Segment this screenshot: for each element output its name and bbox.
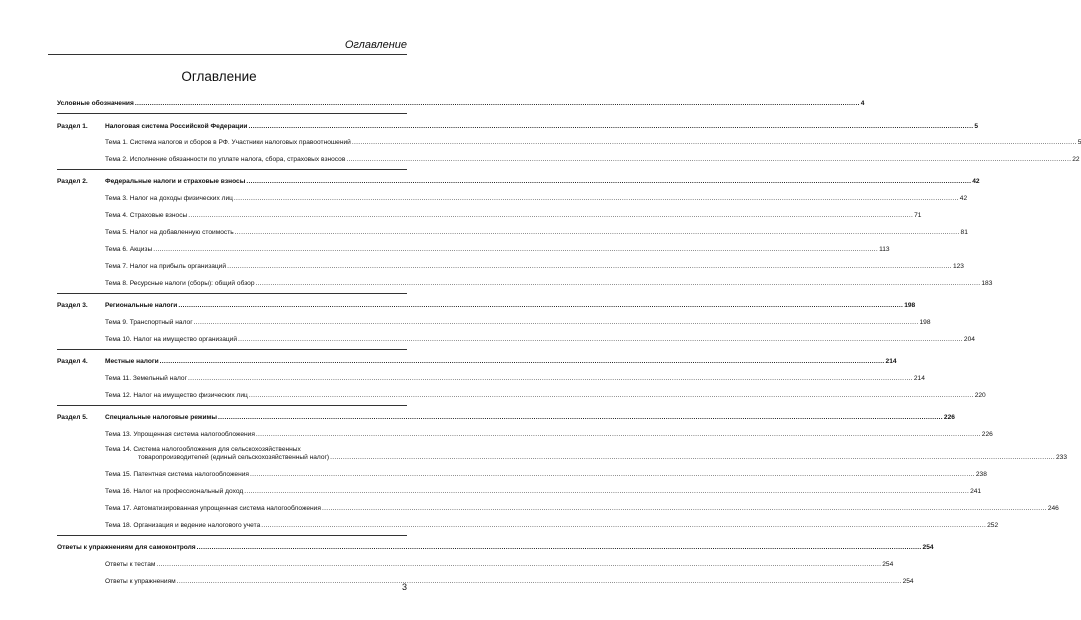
topic-page: 204 — [963, 336, 975, 343]
topic-page: 214 — [913, 375, 925, 382]
leader-dots — [256, 431, 981, 439]
toc-entry — [105, 178, 980, 186]
toc-topic[interactable] — [105, 139, 1081, 147]
section-page: 226 — [943, 414, 955, 421]
topic-page: 254 — [882, 561, 894, 569]
topic-page: 233 — [1056, 454, 1068, 462]
section-title: Местные налоги — [105, 358, 159, 365]
toc-topic[interactable] — [105, 229, 968, 237]
leader-dots — [197, 544, 922, 552]
topic-label: Тема 5. Налог на добавленную стоимость — [105, 229, 234, 236]
section-divider — [57, 349, 407, 350]
toc-entry-label: Условные обозначения — [57, 100, 134, 107]
toc-entry — [105, 302, 915, 310]
toc-topic[interactable] — [105, 212, 922, 220]
section-title: Налоговая система Российской Федерации — [105, 123, 248, 130]
running-header — [48, 38, 407, 55]
leader-dots — [135, 100, 860, 108]
topic-page: 113 — [879, 246, 890, 253]
topic-page: 246 — [1047, 505, 1059, 513]
toc-topic[interactable] — [105, 392, 986, 400]
toc-topic[interactable] — [105, 471, 987, 479]
leader-dots — [177, 578, 902, 586]
topic-label: Тема 4. Страховые взносы — [105, 212, 188, 219]
topic-label: Тема 12. Налог на имущество физических лиц — [105, 392, 248, 399]
section-page: 42 — [972, 178, 980, 185]
topic-label: Тема 18. Организация и ведение налогового учета — [105, 522, 261, 530]
toc-topic[interactable] — [105, 156, 1080, 164]
section-page: 5 — [974, 123, 979, 130]
topic-label: Тема 14. Система налогообложения для сельскохозяйственных — [105, 446, 301, 453]
section-divider — [57, 169, 407, 170]
topic-page: 238 — [975, 471, 987, 479]
toc-entry — [105, 123, 978, 131]
toc-topic[interactable] — [105, 336, 975, 344]
toc-topic[interactable] — [105, 280, 993, 288]
leader-dots — [249, 392, 974, 400]
leader-dots — [330, 454, 1055, 462]
toc-entry — [105, 358, 897, 366]
table-of-contents — [57, 96, 1081, 586]
leader-dots — [235, 229, 960, 237]
topic-page: 183 — [981, 280, 993, 287]
leader-dots — [234, 195, 959, 203]
section-title: Региональные налоги — [105, 302, 178, 309]
toc-topic[interactable] — [105, 431, 993, 439]
topic-label: Тема 2. Исполнение обязанности по уплате налога, сбора, страховых взносов — [105, 156, 346, 163]
toc-topic[interactable] — [105, 195, 968, 203]
topic-label: Тема 17. Автоматизированная упрощенная система налогообложения — [105, 505, 321, 513]
topic-page: 5 — [1077, 139, 1081, 146]
page-title: Оглавление — [181, 69, 257, 84]
leader-dots — [153, 246, 878, 254]
topic-label: Тема 13. Упрощенная система налогообложения — [105, 431, 255, 438]
leader-dots — [156, 561, 881, 569]
leader-dots — [188, 375, 913, 383]
section-divider — [57, 113, 407, 114]
section-number: Раздел 1. — [57, 123, 88, 130]
leader-dots — [160, 358, 885, 366]
toc-topic[interactable] — [105, 246, 890, 254]
leader-dots — [188, 212, 913, 220]
topic-page: 226 — [981, 431, 993, 438]
leader-dots — [227, 263, 952, 271]
topic-label-line2: товаропроизводителей (единый сельскохозяйственный налог) — [138, 454, 330, 462]
toc-entry-label: Ответы к упражнениям для самоконтроля — [57, 544, 196, 552]
section-number: Раздел 3. — [57, 302, 88, 309]
topic-label: Тема 15. Патентная система налогообложения — [105, 471, 249, 479]
leader-dots — [248, 123, 973, 131]
leader-dots — [256, 280, 981, 288]
toc-entry-page: 4 — [860, 100, 865, 107]
topic-label: Тема 10. Налог на имущество организаций — [105, 336, 238, 343]
toc-entry-answers[interactable] — [57, 544, 934, 552]
leader-dots — [322, 505, 1047, 513]
section-number: Раздел 4. — [57, 358, 88, 365]
toc-topic[interactable] — [105, 522, 999, 530]
toc-section-2[interactable] — [57, 178, 980, 186]
topic-label: Тема 6. Акцизы — [105, 246, 153, 253]
topic-page: 252 — [987, 522, 999, 530]
topic-label: Тема 11. Земельный налог — [105, 375, 187, 382]
topic-label: Тема 1. Система налогов и сборов в РФ. Участники налоговых правоотношений — [105, 139, 351, 146]
toc-topic-multiline[interactable] — [105, 446, 1068, 462]
leader-dots — [244, 488, 969, 496]
section-page: 214 — [885, 358, 897, 365]
section-divider — [57, 535, 407, 536]
toc-topic[interactable] — [105, 375, 925, 383]
section-page: 198 — [904, 302, 916, 309]
section-title: Федеральные налоги и страховые взносы — [105, 178, 246, 185]
toc-topic[interactable] — [105, 263, 964, 271]
leader-dots — [178, 302, 903, 310]
topic-page: 71 — [914, 212, 922, 219]
leader-dots — [250, 471, 975, 479]
toc-section-1[interactable] — [57, 123, 979, 131]
leader-dots — [238, 336, 963, 344]
toc-topic[interactable] — [105, 488, 982, 496]
toc-section-4[interactable] — [57, 358, 897, 366]
toc-entry-continuation — [105, 454, 1068, 462]
toc-topic[interactable] — [105, 505, 1059, 513]
leader-dots — [218, 414, 943, 422]
section-divider — [57, 405, 407, 406]
leader-dots — [352, 139, 1077, 147]
topic-label: Тема 9. Транспортный налог — [105, 319, 193, 326]
section-number: Раздел 2. — [57, 178, 88, 185]
toc-section-3[interactable] — [57, 302, 916, 310]
section-number: Раздел 5. — [57, 414, 88, 421]
toc-topic[interactable] — [105, 319, 931, 327]
topic-page: 254 — [902, 578, 914, 586]
toc-entry-symbols[interactable] — [57, 100, 865, 108]
topic-page: 22 — [1072, 156, 1080, 163]
topic-label: Ответы к упражнениям — [105, 578, 176, 586]
topic-label: Тема 3. Налог на доходы физических лиц — [105, 195, 233, 202]
toc-entry — [105, 414, 955, 422]
toc-section-5[interactable] — [57, 414, 955, 422]
toc-topic[interactable] — [105, 578, 914, 586]
topic-page: 123 — [952, 263, 964, 270]
topic-page: 81 — [960, 229, 968, 236]
topic-page: 198 — [919, 319, 931, 326]
leader-dots — [246, 178, 971, 186]
topic-label: Ответы к тестам — [105, 561, 156, 569]
leader-dots — [261, 522, 986, 530]
topic-page: 220 — [974, 392, 986, 399]
topic-page: 42 — [959, 195, 968, 202]
topic-page: 241 — [970, 488, 982, 496]
topic-label: Тема 7. Налог на прибыль организаций — [105, 263, 227, 270]
topic-label: Тема 8. Ресурсные налоги (сборы): общий обзор — [105, 280, 255, 287]
section-title: Специальные налоговые режимы — [105, 414, 218, 421]
leader-dots — [346, 156, 1071, 164]
toc-topic[interactable] — [105, 561, 894, 569]
leader-dots — [194, 319, 919, 327]
page-number: 3 — [401, 582, 407, 592]
topic-label: Тема 16. Налог на профессиональный доход — [105, 488, 244, 496]
toc-entry-page: 254 — [922, 544, 934, 552]
section-divider — [57, 293, 407, 294]
running-header-title: Оглавление — [344, 39, 407, 51]
